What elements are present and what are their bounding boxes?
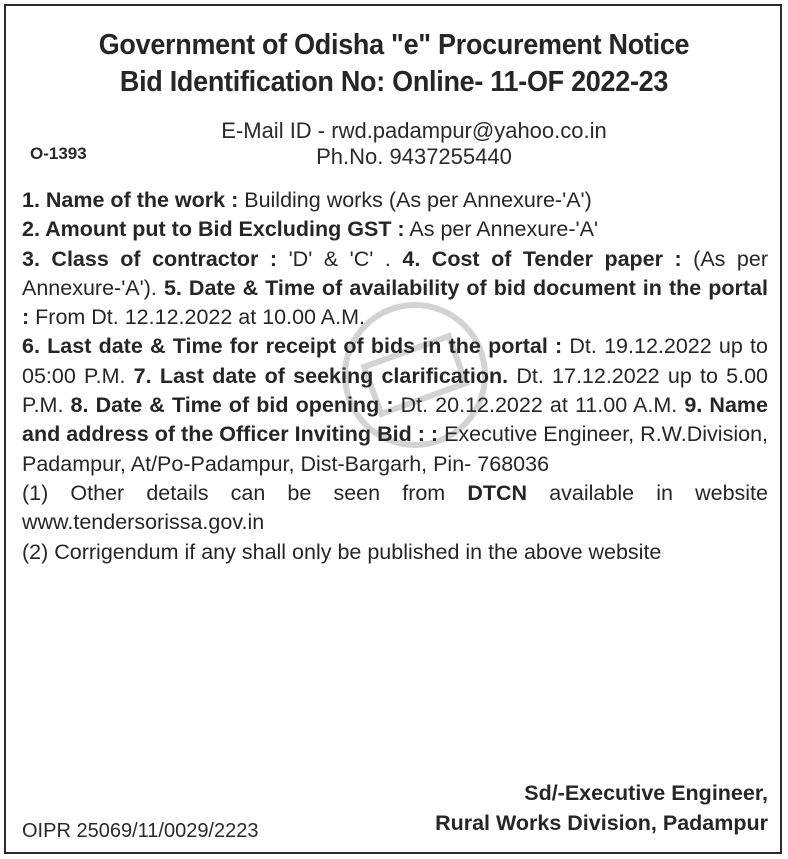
item-7-value: Dt. 17.12.2022 up to 5.00 P.M. <box>22 363 768 418</box>
email-line: E-Mail ID - rwd.padampur@yahoo.co.in <box>221 118 607 143</box>
item-1-label: 1. Name of the work : <box>22 188 239 212</box>
item-6-label: 6. Last date & Time for receipt of bids in the portal : <box>22 334 563 359</box>
item-1-value: Building works (As per Annexure-'A') <box>238 188 592 212</box>
note-2: (2) Corrigendum if any shall only be published in the above website <box>22 539 662 564</box>
items-paragraph-4 <box>22 332 768 478</box>
oipr-number: OIPR 25069/11/0029/2223 <box>22 820 259 842</box>
item-8-value: Dt. 20.12.2022 at 11.00 A.M. <box>393 393 685 418</box>
note-1-dtcn: DTCN <box>467 480 528 505</box>
items-paragraph-1 <box>22 186 768 215</box>
item-5-label: 5. Date & Time of availability of bid document in the portal : <box>22 275 768 330</box>
item-3-label: 3. Class of contractor : <box>22 246 278 271</box>
notice-body <box>22 186 768 567</box>
item-2-value: As per Annexure-'A' <box>404 217 599 242</box>
item-8-label: 8. Date & Time of bid opening : <box>70 393 394 418</box>
item-2-label: 2. Amount put to Bid Excluding GST : <box>22 217 405 242</box>
item-3-value: 'D' & 'C' . <box>277 246 403 271</box>
phone-line: Ph.No. 9437255440 <box>316 144 512 169</box>
item-6-value: Dt. 19.12.2022 up to 05:00 P.M. <box>22 334 768 388</box>
items-paragraph-3 <box>22 245 768 333</box>
notice-title: Government of Odisha "e" Procurement Notice <box>98 29 690 61</box>
item-4-value: (As per Annexure-'A'). <box>22 246 768 300</box>
notice-number: O-1393 <box>30 144 87 163</box>
item-7-label: 7. Last date of seeking clarification. <box>133 363 509 388</box>
signature-title: Sd/-Executive Engineer, <box>524 781 768 805</box>
item-4-label: 4. Cost of Tender paper : <box>402 246 682 271</box>
signature-division: Rural Works Division, Padampur <box>435 811 768 835</box>
item-9-value: Executive Engineer, R.W.Division, Padampur, At/Po-Padampur, Dist-Bargarh, Pin- 768036 <box>22 422 769 476</box>
item-5-value: From Dt. 12.12.2022 at 10.00 A.M. <box>29 305 365 330</box>
items-paragraph-2 <box>22 215 768 244</box>
note-1-prefix: (1) Other details can be seen from <box>22 480 468 505</box>
note-1 <box>22 479 768 538</box>
item-9-label: 9. Name and address of the Officer Inviting Bid : : <box>22 393 768 447</box>
note-1-suffix: available in website www.tendersorissa.gov.in <box>22 480 768 535</box>
bid-identification-no: Bid Identification No: Online- 11-OF 2022-23 <box>119 66 669 98</box>
signature-block <box>435 778 768 838</box>
